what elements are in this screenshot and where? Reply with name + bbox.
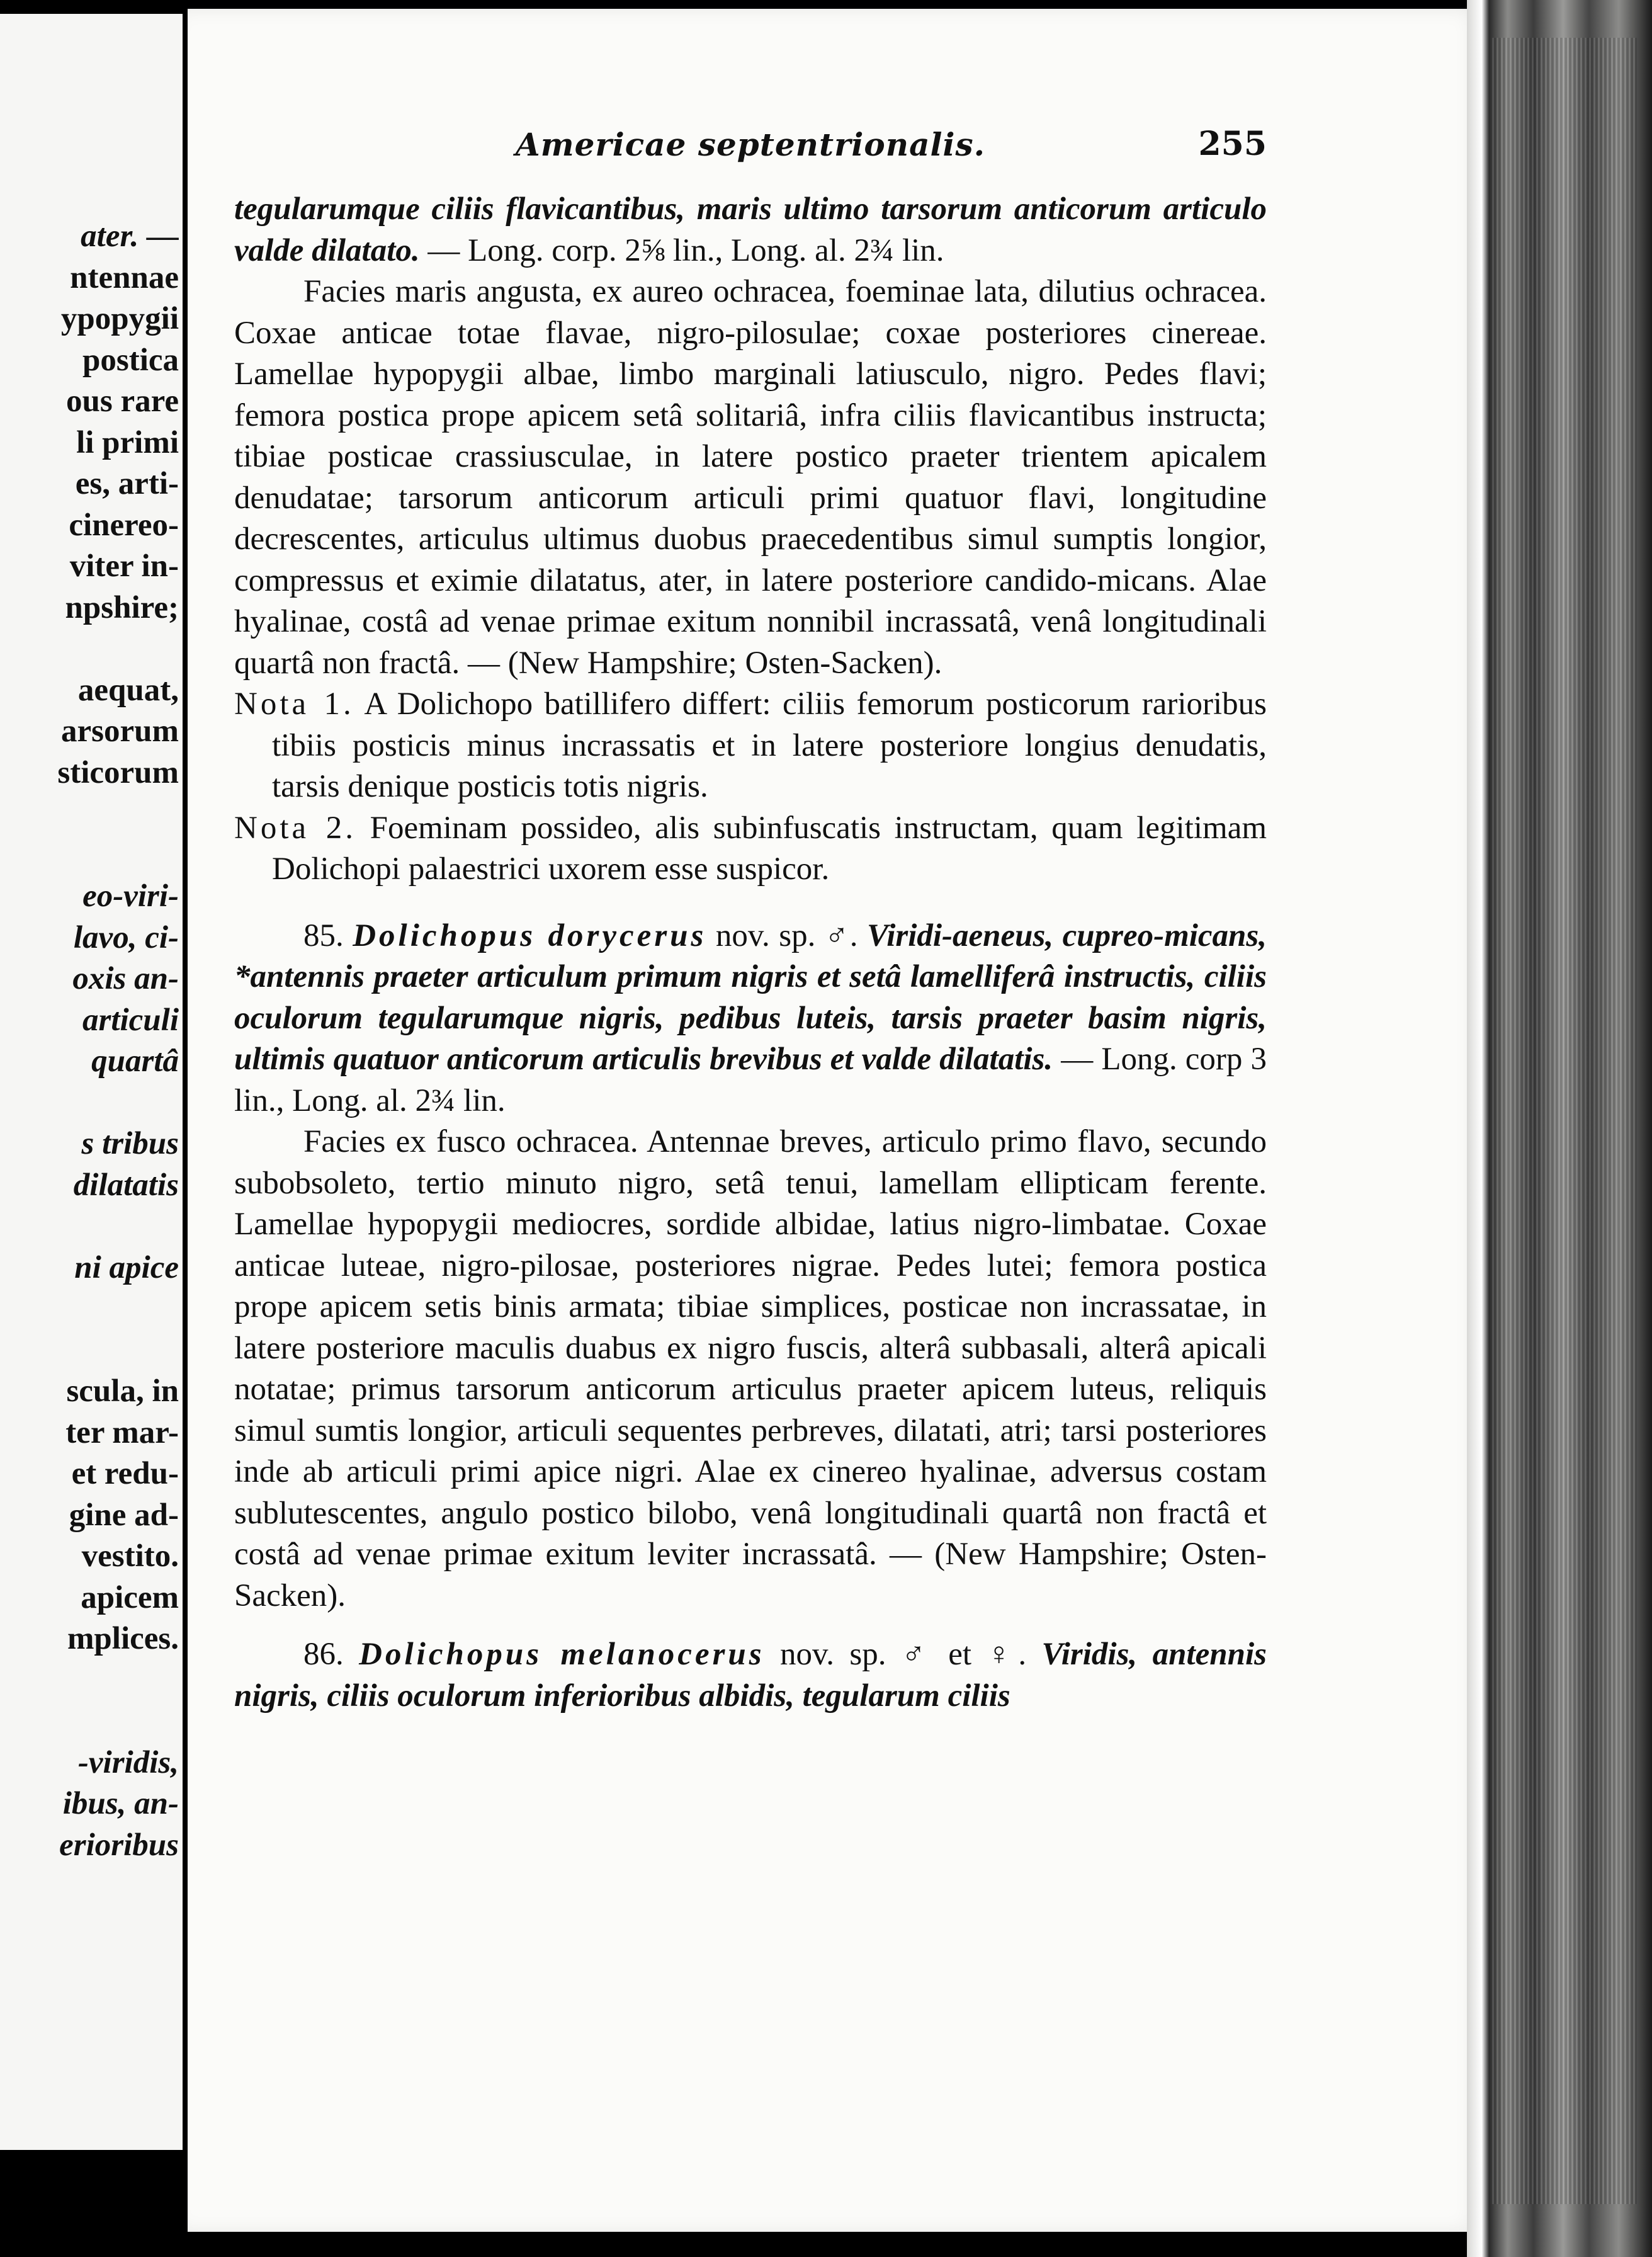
left-page-line: articuli xyxy=(82,1002,179,1038)
left-page-line: cinereo- xyxy=(69,507,179,543)
page-text xyxy=(234,120,1267,1717)
species-86-number: 86. xyxy=(303,1637,344,1672)
species-86-heading xyxy=(234,1634,1267,1717)
left-page-line: gine ad- xyxy=(69,1497,179,1533)
species-85-measurements: — Long. corp 3 lin., Long. al. 2¾ lin. xyxy=(234,1042,1267,1118)
species-85-name: Dolichopus dorycerus xyxy=(353,918,707,953)
nota-2-label: Nota 2. xyxy=(234,810,357,846)
left-page-line: ibus, an- xyxy=(62,1786,179,1821)
species-85-diagnosis: Viridi-aeneus, cupreo-micans, *antennis praeter articulum primum nigris et setâ lamelliferâ instructis, ciliis oculorum tegularumque nigris, pedibus luteis, tarsis praeter basim nigris, ultimis quatuor anticorum articulis brevibus et valde dilatatis. xyxy=(234,918,1267,1077)
left-page-line: scula, in xyxy=(66,1373,179,1409)
book-page-edge-lines xyxy=(1492,38,1637,2204)
left-page-line: viter in- xyxy=(69,549,179,584)
species-85-nov: nov. sp. ♂. xyxy=(706,918,867,953)
left-page-line: lavo, ci- xyxy=(73,919,179,955)
nota-2-text: Foeminam possideo, alis subinfuscatis instructam, quam legitimam Dolichopi palaestrici uxorem esse suspicor. xyxy=(272,810,1267,887)
left-page-line: npshire; xyxy=(65,589,179,625)
nota-1-text: A Dolichopo batillifero differt: ciliis femorum posticorum rarioribus tibiis posticis minus incrassatis et in latere posteriore longius denudatis, tarsis denique posticis totis nigris. xyxy=(272,686,1267,804)
left-page-fragment xyxy=(0,14,183,2150)
left-page-line: apicem xyxy=(81,1579,179,1615)
species-86-diagnosis: Viridis, antennis nigris, ciliis oculorum inferioribus albidis, tegularum ciliis xyxy=(234,1637,1267,1714)
species-86-name: Dolichopus melanocerus xyxy=(359,1637,765,1672)
left-page-line: ni apice xyxy=(74,1249,179,1285)
species-86-nov: nov. sp. ♂ et ♀. xyxy=(764,1637,1042,1672)
species-85-heading xyxy=(234,916,1267,1122)
running-head: Americae septentrionalis. xyxy=(515,126,986,163)
left-page-line: postica xyxy=(82,342,179,378)
section-gap xyxy=(234,890,1267,916)
left-page-line: ypopygii xyxy=(60,301,179,336)
diagnosis-italic: tegularumque ciliis flavicantibus, maris ultimo tarsorum anticorum articulo valde dilatato. xyxy=(234,191,1267,268)
left-page-line: ater. — xyxy=(81,219,179,254)
paragraph-description: Facies maris angusta, ex aureo ochracea, foeminae lata, dilutius ochracea. Coxae anticae totae flavae, nigro-pilosulae; coxae posteriores cinereae. Lamellae hypopygii albae, limbo marginali latiusculo, nigro. Pedes flavi; femora postica prope apicem setâ solitariâ, infra ciliis flavicantibus instructa; tibiae posticae crassiusculae, in latere postico praeter trientem apicalem denudatae; tarsorum anticorum articuli primi quatuor flavi, longitudine decrescentes, articulus ultimus duobus praecedentibus simul sumptis longior, compressus et eximie dilatatus, ater, in latere posteriore candido-micans. Alae hyalinae, costâ ad venae primae exitum nonnibil incrassatâ, venâ longitudinali quartâ non fractâ. — (New Hampshire; Osten-Sacken). xyxy=(234,274,1267,681)
left-page-line: aequat, xyxy=(77,672,179,708)
left-page-line: -viridis, xyxy=(77,1744,179,1780)
left-page-line: quartâ xyxy=(91,1043,179,1079)
left-page-line: mplices. xyxy=(67,1621,179,1656)
species-85-number: 85. xyxy=(303,918,344,953)
nota-1-label: Nota 1. xyxy=(234,686,354,722)
left-page-line: ntennae xyxy=(70,259,179,295)
section-gap xyxy=(234,1617,1267,1634)
left-page-line: s tribus xyxy=(81,1126,179,1161)
left-page-line: ter mar- xyxy=(65,1414,179,1450)
nota-1 xyxy=(234,684,1267,808)
page-header xyxy=(234,120,1267,189)
species-85-description: Facies ex fusco ochracea. Antennae breves, articulo primo flavo, secundo subobsoleto, tertio minuto nigro, setâ tenui, lamellam ellipticam ferente. Lamellae hypopygii mediocres, sordide albidae, latius nigro-limbatae. Coxae anticae luteae, nigro-pilosae, posteriores nigrae. Pedes lutei; femora postica prope apicem setis binis armata; tibiae simplices, posticae non incrassatae, in latere posteriore maculis duabus ex nigro fuscis, alterâ subbasali, alterâ apicali notatae; primus tarsorum anticorum articulus praeter apicem luteus, reliquis simul sumtis longior, articuli sequentes perbreves, dilatati, atri; tarsi posteriores inde ab articuli primi apice nigri. Alae ex cinereo hyalinae, adversus costam sublutescentes, angulo postico bilobo, venâ longitudinali quartâ non fractâ et costâ ad venae primae exitum leviter incrassatâ. — (New Hampshire; Osten-Sacken). xyxy=(234,1124,1267,1613)
nota-2 xyxy=(234,808,1267,890)
left-page-line: sticorum xyxy=(57,754,179,790)
left-page-line: arsorum xyxy=(61,713,179,749)
paragraph-diagnosis-continuation xyxy=(234,189,1267,271)
left-page-line: oxis an- xyxy=(72,961,179,996)
left-page-line: eo-viri- xyxy=(82,878,179,914)
left-page-line: et redu- xyxy=(71,1456,179,1491)
left-page-line: ous rare xyxy=(66,384,179,419)
left-page-line: erioribus xyxy=(59,1827,179,1863)
left-page-line: es, arti- xyxy=(75,466,179,501)
page-number: 255 xyxy=(1198,125,1267,163)
left-page-line: vestito. xyxy=(81,1538,179,1574)
left-page-line: li primi xyxy=(76,424,179,460)
left-page-line: dilatatis xyxy=(73,1167,179,1203)
measurements: — Long. corp. 2⅝ lin., Long. al. 2¾ lin. xyxy=(419,232,944,268)
